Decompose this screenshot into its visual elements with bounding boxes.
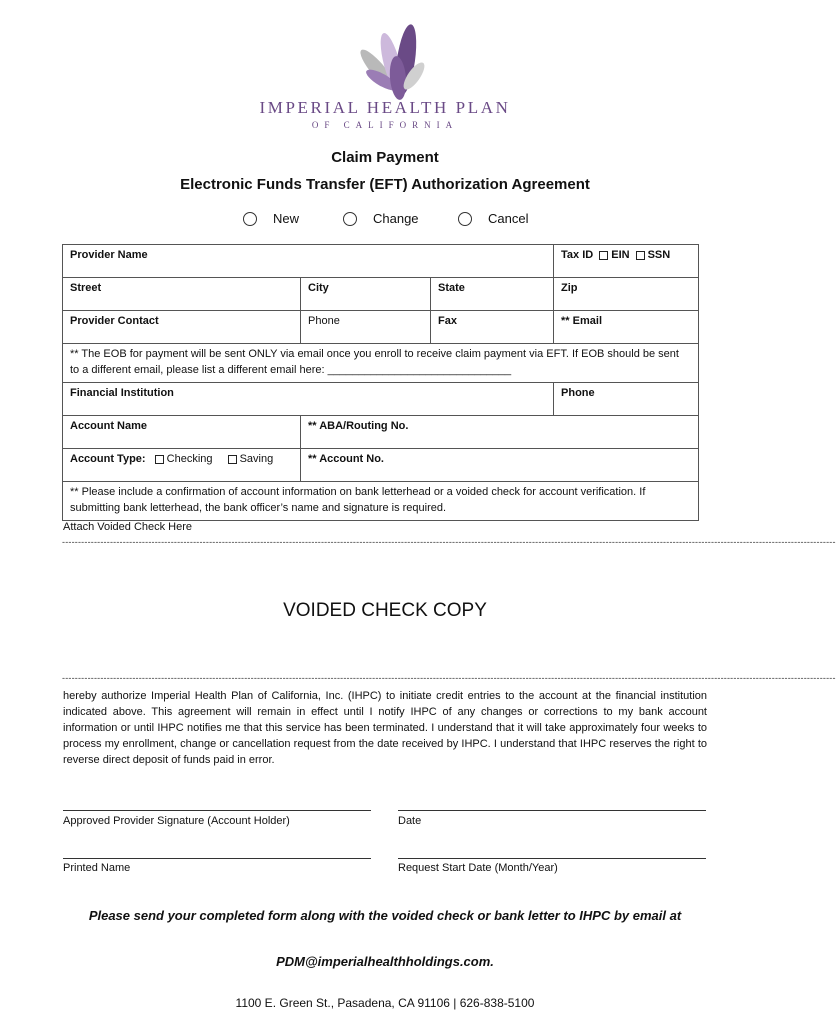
option-cancel[interactable] [458,211,528,226]
city-label: City [308,282,329,294]
phone-field[interactable] [301,311,431,344]
ssn-checkbox[interactable] [636,251,645,260]
account-name-field[interactable] [63,416,301,449]
signature-label: Approved Provider Signature (Account Holder) [63,815,290,827]
financial-institution-field[interactable] [63,383,554,416]
eob-note: ** The EOB for payment will be sent ONLY via email once you enroll to receive claim payment via EFT. If EOB should be sent to a different email, please list a different email here: ______________________________ [63,344,699,383]
saving-checkbox[interactable] [228,455,237,464]
provider-contact-label: Provider Contact [70,315,159,327]
bank-phone-field[interactable] [554,383,699,416]
voided-check-label: VOIDED CHECK COPY [283,600,487,621]
street-label: Street [70,282,102,294]
tax-id-field[interactable] [554,245,699,278]
provider-contact-field[interactable] [63,311,301,344]
logo-petals-icon [270,20,506,100]
option-change-label: Change [373,211,419,226]
account-no-label: ** Account No. [308,453,384,465]
dashed-divider-top: -------------------------------------------------------------------------------------------------------------------------------------------------------------------------------------------------------------------------------------------------- [62,537,836,547]
dashed-divider-bottom: -------------------------------------------------------------------------------------------------------------------------------------------------------------------------------------------------------------------------------------------------- [62,673,836,683]
email-field[interactable] [554,311,699,344]
zip-label: Zip [561,282,578,294]
date-line[interactable] [398,810,706,811]
signature-line[interactable] [63,810,371,811]
ssn-label: SSN [647,249,671,261]
zip-field[interactable] [554,278,699,311]
aba-routing-label: ** ABA/Routing No. [308,420,409,432]
account-type-field [63,449,301,482]
ein-checkbox[interactable] [599,251,608,260]
phone-label: Phone [308,315,340,327]
option-change[interactable] [343,211,419,226]
radio-change[interactable] [343,212,357,226]
fax-field[interactable] [431,311,554,344]
bank-phone-label: Phone [561,387,595,399]
saving-label: Saving [239,453,274,465]
tax-id-label: Tax ID [561,249,594,261]
aba-routing-field[interactable] [301,416,699,449]
radio-cancel[interactable] [458,212,472,226]
option-new[interactable] [243,211,299,226]
attach-label: Attach Voided Check Here [63,521,193,533]
send-instruction: Please send your completed form along with the voided check or bank letter to IHPC by email at [88,908,682,923]
logo-brand-text: IMPERIAL HEALTH PLAN [259,98,511,117]
checking-checkbox[interactable] [155,455,164,464]
ein-label: EIN [611,249,630,261]
account-type-label: Account Type: [70,453,146,465]
address: 1100 E. Green St., Pasadena, CA 91106 | 626-838-5100 [235,996,535,1010]
radio-new[interactable] [243,212,257,226]
account-name-label: Account Name [70,420,148,432]
provider-name-field[interactable] [63,245,554,278]
account-no-field[interactable] [301,449,699,482]
street-field[interactable] [63,278,301,311]
form-subtitle: Electronic Funds Transfer (EFT) Authorization Agreement [180,176,590,193]
financial-institution-label: Financial Institution [70,387,174,399]
bank-note: ** Please include a confirmation of account information on bank letterhead or a voided check for account verification. If submitting bank letterhead, the bank officer’s name and signature is required. [63,482,699,521]
logo-subtitle-text: OF CALIFORNIA [311,120,459,130]
email-label: ** Email [561,315,602,327]
form-title: Claim Payment [331,149,439,166]
authorization-text: hereby authorize Imperial Health Plan of California, Inc. (IHPC) to initiate credit entries to the account at the financial institution indicated above. This agreement will remain in effect until I notify IHPC of any changes or corrections to my bank account information or until IHPC notifies me that this service has been terminated. I understand that it will take approximately four weeks to process my enrollment, change or cancellation request from the date received by IHPC. I understand that IHPC reserves the right to reverse direct deposit of funds paid in error. [63,690,707,766]
provider-name-label: Provider Name [70,249,148,261]
fax-label: Fax [438,315,457,327]
start-date-label: Request Start Date (Month/Year) [398,862,558,874]
state-label: State [438,282,465,294]
state-field[interactable] [431,278,554,311]
printed-name-line[interactable] [63,858,371,859]
checking-label: Checking [166,453,213,465]
send-email: PDM@imperialhealthholdings.com. [276,954,494,969]
option-new-label: New [273,211,300,226]
provider-form-table [62,244,699,521]
city-field[interactable] [301,278,431,311]
start-date-line[interactable] [398,858,706,859]
date-label: Date [398,815,422,827]
printed-name-label: Printed Name [63,862,131,874]
option-cancel-label: Cancel [488,211,529,226]
